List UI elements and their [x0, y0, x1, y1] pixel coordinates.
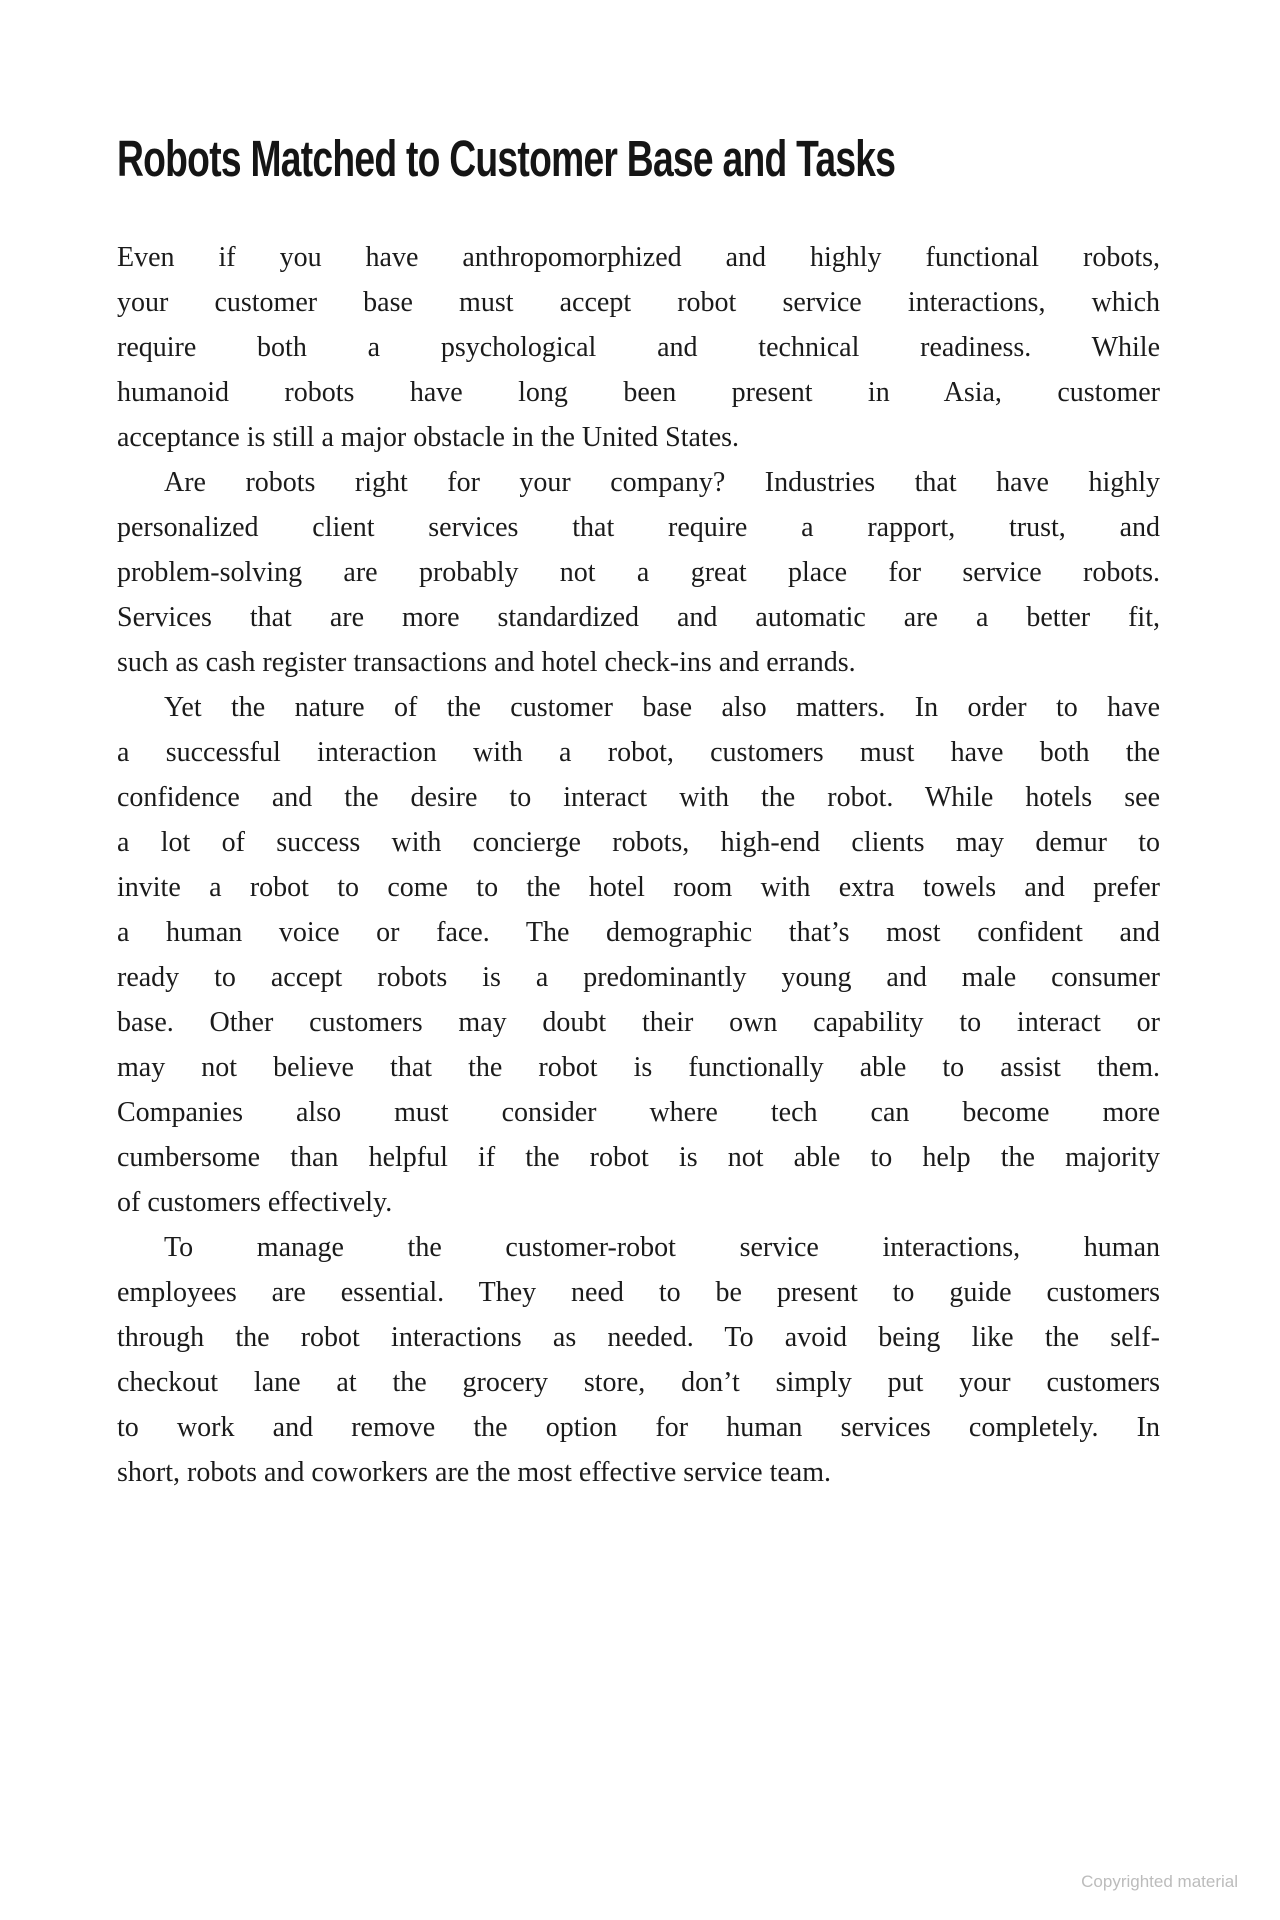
body-line: to work and remove the option for human services completely. In	[117, 1412, 1160, 1443]
body-line: ready to accept robots is a predominantly young and male consumer	[117, 962, 1160, 993]
body-line: problem-solving are probably not a great place for service robots.	[117, 557, 1160, 588]
body-text	[117, 235, 1160, 1495]
copyright-watermark: Copyrighted material	[1081, 1872, 1238, 1891]
body-line: a human voice or face. The demographic that’s most confident and	[117, 917, 1160, 948]
body-line: invite a robot to come to the hotel room with extra towels and prefer	[117, 872, 1160, 903]
body-line: confidence and the desire to interact with the robot. While hotels see	[117, 782, 1160, 813]
body-line: To manage the customer-robot service interactions, human	[164, 1232, 1160, 1263]
body-line: a lot of success with concierge robots, high-end clients may demur to	[117, 827, 1160, 858]
body-line: such as cash register transactions and hotel check-ins and errands.	[117, 647, 856, 678]
body-line: cumbersome than helpful if the robot is not able to help the majority	[117, 1142, 1160, 1173]
body-line: short, robots and coworkers are the most effective service team.	[117, 1457, 831, 1488]
body-line: personalized client services that require a rapport, trust, and	[117, 512, 1160, 543]
body-line: may not believe that the robot is functionally able to assist them.	[117, 1052, 1160, 1083]
body-line: require both a psychological and technical readiness. While	[117, 332, 1160, 363]
body-line: acceptance is still a major obstacle in the United States.	[117, 422, 740, 453]
body-line: Even if you have anthropomorphized and highly functional robots,	[117, 242, 1160, 273]
body-line: your customer base must accept robot service interactions, which	[117, 287, 1160, 318]
body-line: Yet the nature of the customer base also matters. In order to have	[164, 692, 1160, 723]
body-line: a successful interaction with a robot, customers must have both the	[117, 737, 1160, 768]
body-line: through the robot interactions as needed. To avoid being like the self-	[117, 1322, 1160, 1353]
body-line: Companies also must consider where tech can become more	[117, 1097, 1160, 1128]
body-line: Services that are more standardized and automatic are a better fit,	[117, 602, 1160, 633]
body-line: Are robots right for your company? Industries that have highly	[164, 467, 1160, 498]
page-title: Robots Matched to Customer Base and Tasks	[117, 130, 896, 187]
body-line: employees are essential. They need to be present to guide customers	[117, 1277, 1160, 1308]
body-line: humanoid robots have long been present in Asia, customer	[117, 377, 1160, 408]
body-line: checkout lane at the grocery store, don’t simply put your customers	[117, 1367, 1160, 1398]
body-line: of customers effectively.	[117, 1187, 393, 1218]
body-line: base. Other customers may doubt their own capability to interact or	[117, 1007, 1160, 1038]
